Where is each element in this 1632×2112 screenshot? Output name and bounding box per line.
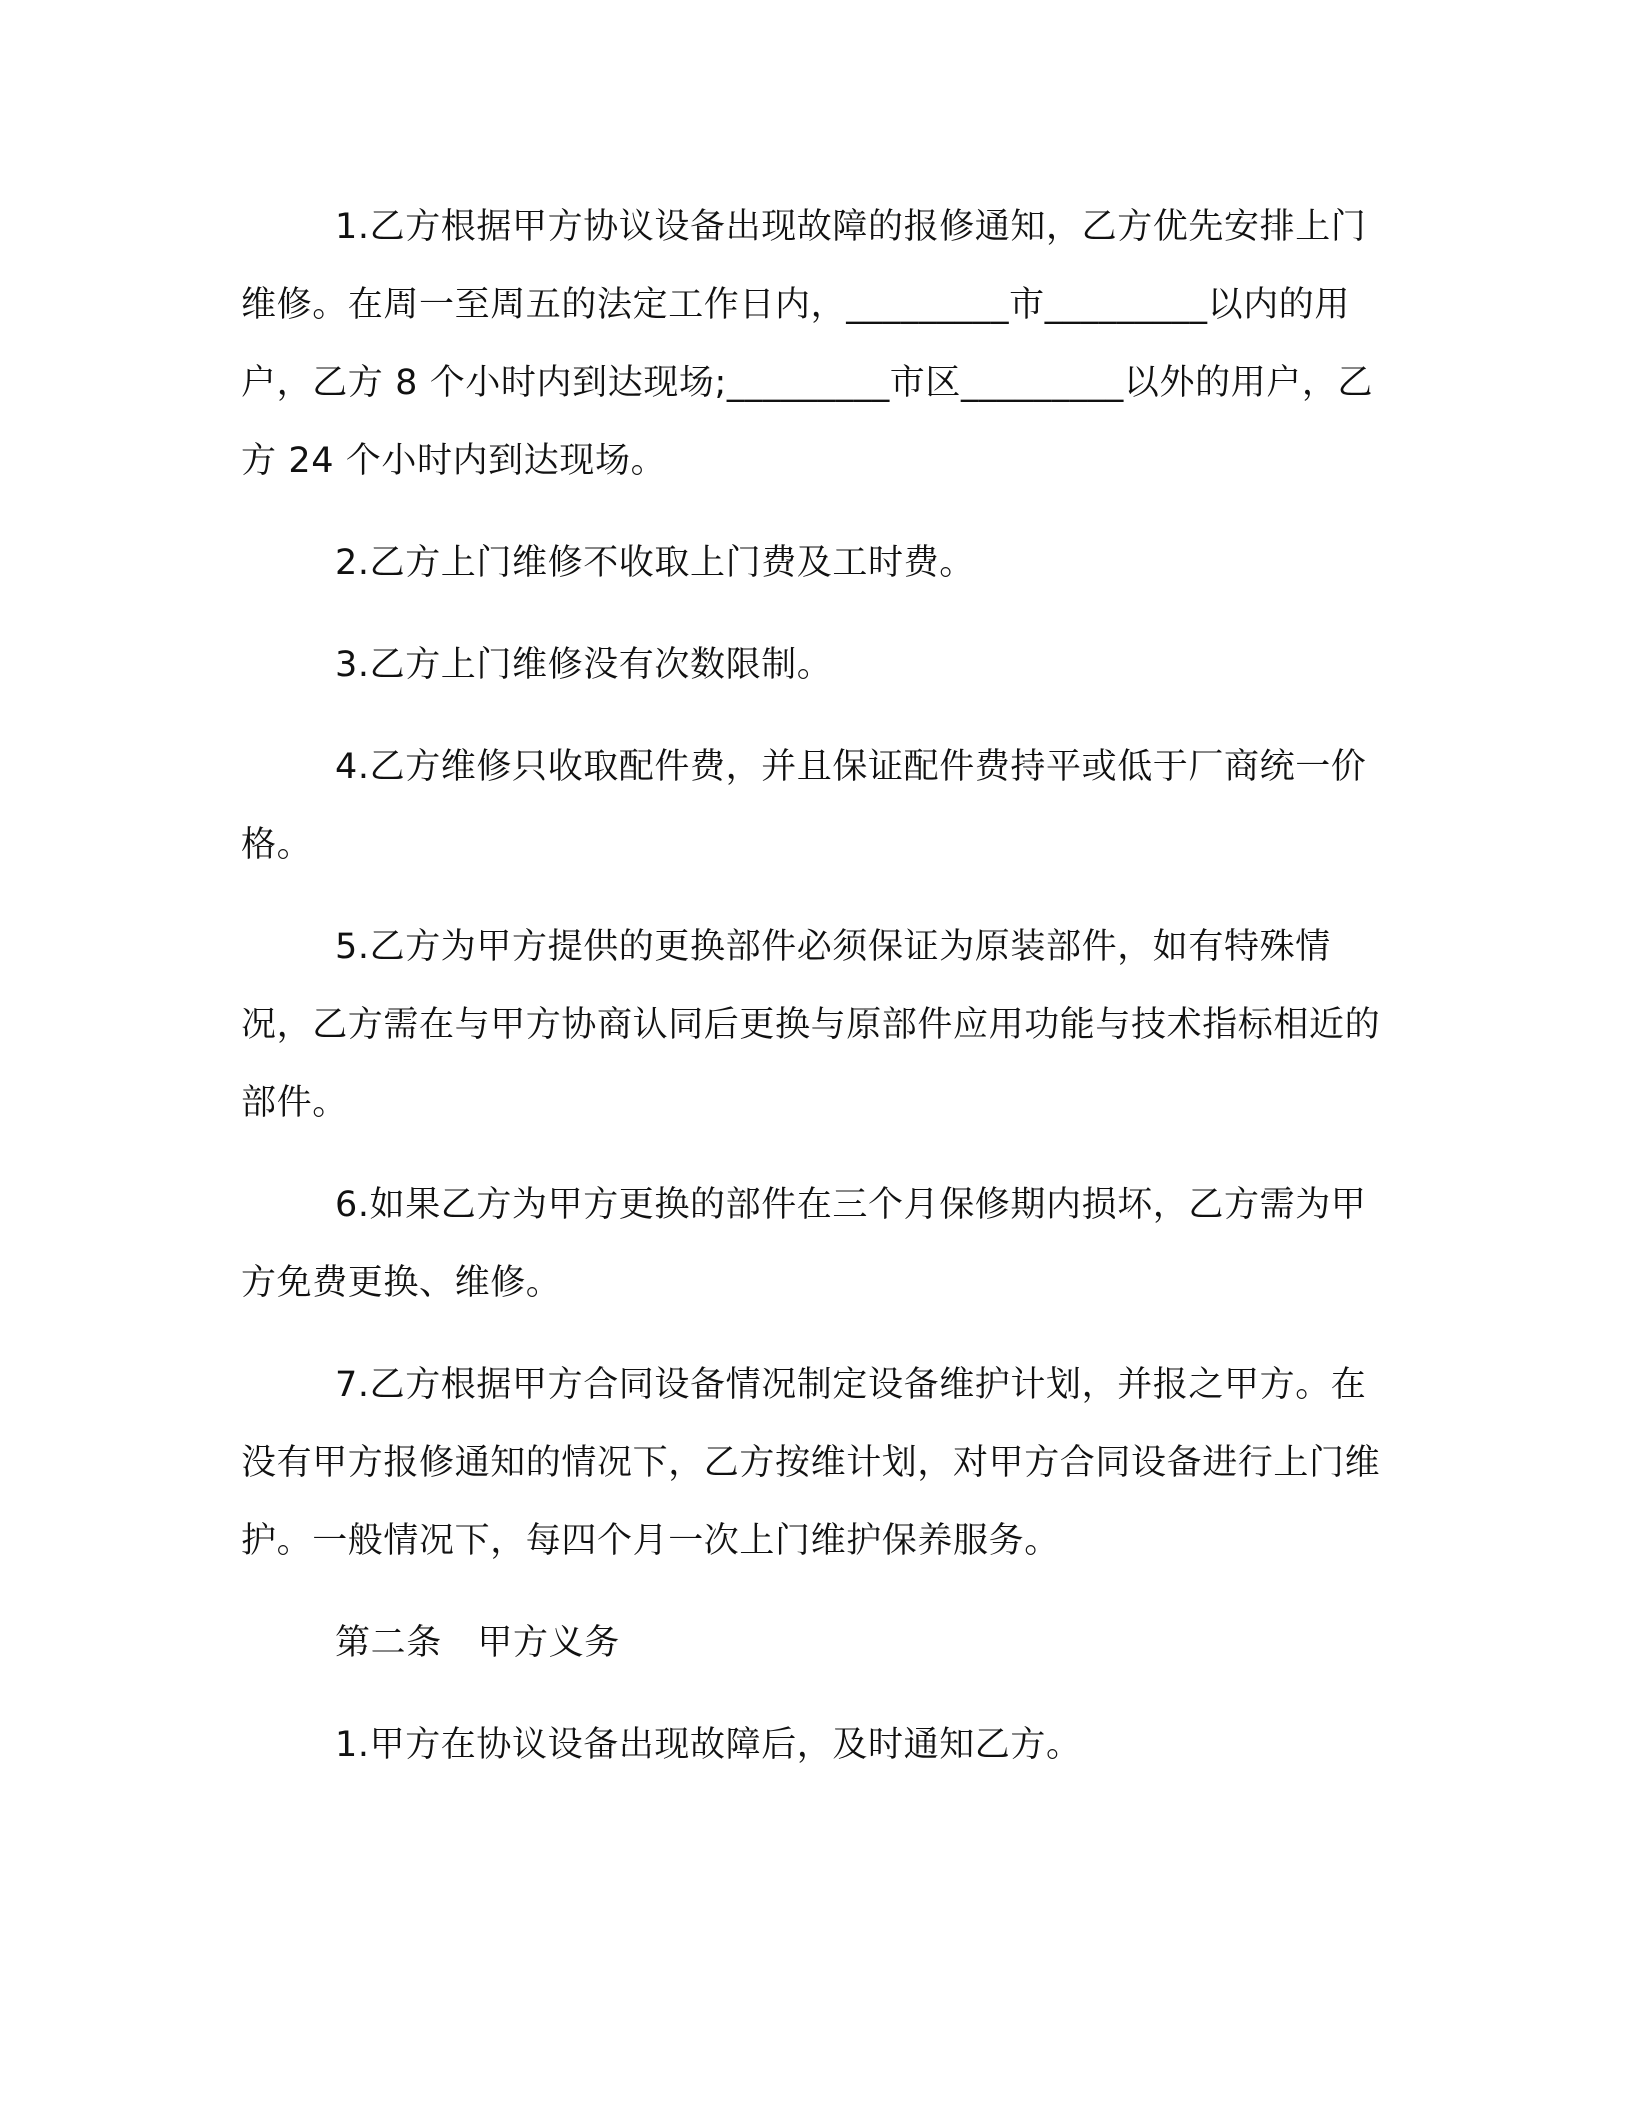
clause-4-parts-fee: 4.乙方维修只收取配件费，并且保证配件费持平或低于厂商统一价格。 — [241, 747, 1367, 865]
section-heading-party-a-obligations: 第二条 甲方义务 — [335, 1623, 620, 1663]
clause-3-unlimited-visits: 3.乙方上门维修没有次数限制。 — [335, 645, 833, 685]
clause-6-warranty-replacement: 6.如果乙方为甲方更换的部件在三个月保修期内损坏，乙方需为甲方免费更换、维修。 — [241, 1185, 1367, 1303]
party-a-clause-1-notify: 1.甲方在协议设备出现故障后，及时通知乙方。 — [335, 1725, 1082, 1765]
clause-1-response-time: 1.乙方根据甲方协议设备出现故障的报修通知，乙方优先安排上门维修。在周一至周五的法定工作日内，_________市_________以内的用户，乙方 8 个小时内到达现场;_________市区_________以外的用户，乙方 24 个小时内到达现场。 — [241, 207, 1374, 481]
clause-7-maintenance-plan: 7.乙方根据甲方合同设备情况制定设备维护计划，并报之甲方。在没有甲方报修通知的情况下，乙方按维计划，对甲方合同设备进行上门维护。一般情况下，每四个月一次上门维护保养服务。 — [241, 1365, 1381, 1561]
clause-2-no-service-fee: 2.乙方上门维修不收取上门费及工时费。 — [335, 543, 975, 583]
clause-5-original-parts: 5.乙方为甲方提供的更换部件必须保证为原装部件，如有特殊情况，乙方需在与甲方协商认同后更换与原部件应用功能与技术指标相近的部件。 — [241, 927, 1381, 1123]
document-page — [241, 188, 1381, 1808]
